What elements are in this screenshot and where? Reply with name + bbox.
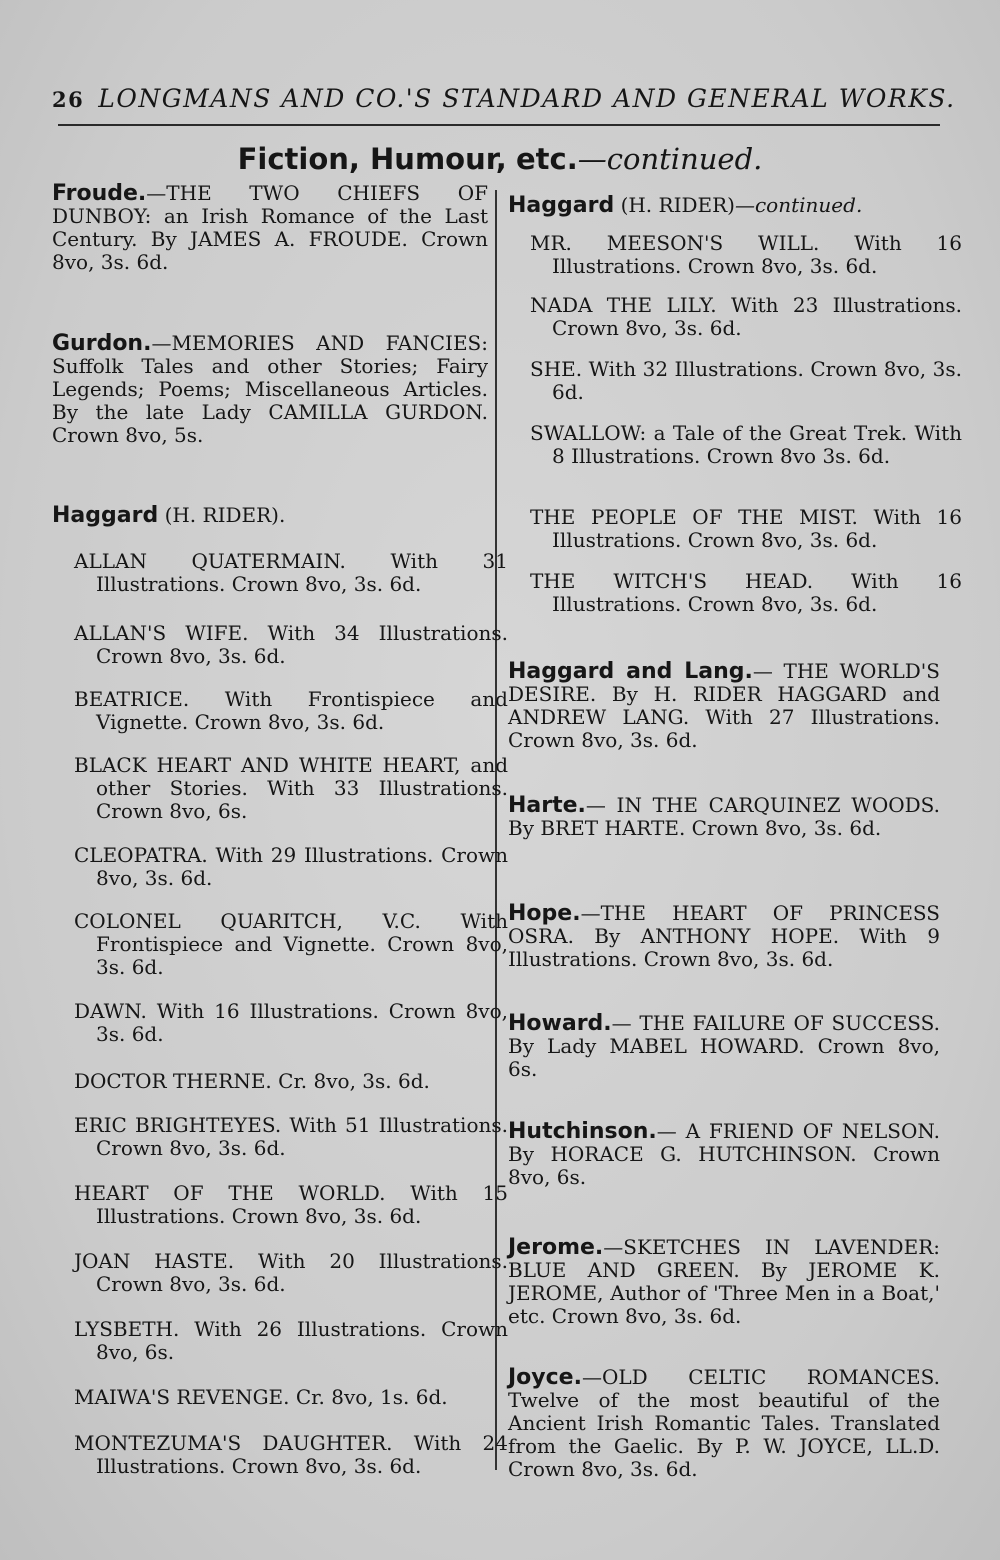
- entry-author-detail: (H. RIDER).: [164, 503, 286, 527]
- entry-text: —SKETCHES IN LAVENDER: BLUE AND GREEN. By JEROME K. JEROME, Author of 'Three Men in a Boat,' etc. Crown 8vo, 3s. 6d.: [508, 1235, 940, 1328]
- entry-author: Hutchinson.: [508, 1119, 657, 1144]
- list-item: CLEOPATRA. With 29 Illustrations. Crown 8vo, 3s. 6d.: [74, 843, 508, 890]
- entry-author: Haggard: [508, 193, 615, 218]
- list-item: BLACK HEART AND WHITE HEART, and other Stories. With 33 Illustrations. Crown 8vo, 6s.: [74, 753, 508, 823]
- entry-author: Howard.: [508, 1011, 612, 1036]
- list-item: HEART OF THE WORLD. With 15 Illustrations. Crown 8vo, 3s. 6d.: [74, 1181, 508, 1228]
- entry-author: Hope.: [508, 901, 581, 926]
- list-item: LYSBETH. With 26 Illustrations. Crown 8vo, 6s.: [74, 1317, 508, 1364]
- entry-text: —OLD CELTIC ROMANCES. Twelve of the most beautiful of the Ancient Irish Romantic Tales. Translated from the Gaelic. By P. W. JOYCE, LL.D. Crown 8vo, 3s. 6d.: [508, 1365, 940, 1481]
- list-item: THE WITCH'S HEAD. With 16 Illustrations. Crown 8vo, 3s. 6d.: [530, 569, 962, 616]
- section-title-suffix: etc.: [516, 142, 578, 176]
- entry-text: —MEMORIES AND FANCIES: Suffolk Tales and other Stories; Fairy Legends; Poems; Miscellaneous Articles. By the late Lady CAMILLA GURDON. Crown 8vo, 5s.: [52, 331, 488, 447]
- header-rule: [58, 124, 940, 126]
- entry-froude: [52, 182, 488, 274]
- entry-text: —THE HEART OF PRINCESS OSRA. By ANTHONY HOPE. With 9 Illustrations. Crown 8vo, 3s. 6d.: [508, 901, 940, 971]
- entry-author: Joyce.: [508, 1365, 582, 1390]
- entry-jerome: [508, 1236, 940, 1328]
- entry-author: Harte.: [508, 793, 586, 818]
- list-item: SWALLOW: a Tale of the Great Trek. With 8 Illustrations. Crown 8vo 3s. 6d.: [530, 421, 962, 468]
- entry-author: Gurdon.: [52, 331, 152, 356]
- running-header: [52, 84, 956, 113]
- running-title: LONGMANS AND CO.'S STANDARD AND GENERAL WORKS.: [98, 84, 956, 113]
- list-item: DOCTOR THERNE. Cr. 8vo, 3s. 6d.: [74, 1069, 430, 1093]
- list-item: COLONEL QUARITCH, V.C. With Frontispiece and Vignette. Crown 8vo, 3s. 6d.: [74, 909, 508, 979]
- entry-haggard-heading: [52, 504, 488, 527]
- list-item: ALLAN QUATERMAIN. With 31 Illustrations. Crown 8vo, 3s. 6d.: [74, 549, 508, 596]
- entry-hope: [508, 902, 940, 971]
- entry-joyce: [508, 1366, 940, 1481]
- entry-haggard-continued: [508, 194, 940, 217]
- entry-howard: [508, 1012, 940, 1081]
- list-item: MAIWA'S REVENGE. Cr. 8vo, 1s. 6d.: [74, 1385, 448, 1409]
- entry-harte: [508, 794, 940, 840]
- entry-text: — A FRIEND OF NELSON. By HORACE G. HUTCHINSON. Crown 8vo, 6s.: [508, 1119, 940, 1189]
- entry-author: Haggard: [52, 503, 159, 528]
- list-item: BEATRICE. With Frontispiece and Vignette. Crown 8vo, 3s. 6d.: [74, 687, 508, 734]
- entry-gurdon: [52, 332, 488, 447]
- entry-author: Haggard and Lang.: [508, 659, 753, 684]
- list-item: SHE. With 32 Illustrations. Crown 8vo, 3s. 6d.: [530, 357, 962, 404]
- entry-hutchinson: [508, 1120, 940, 1189]
- list-item: THE PEOPLE OF THE MIST. With 16 Illustrations. Crown 8vo, 3s. 6d.: [530, 505, 962, 552]
- entry-text: — THE WORLD'S DESIRE. By H. RIDER HAGGARD and ANDREW LANG. With 27 Illustrations. Crown 8vo, 3s. 6d.: [508, 659, 940, 752]
- entry-text: — IN THE CARQUINEZ WOODS. By BRET HARTE. Crown 8vo, 3s. 6d.: [508, 793, 940, 840]
- section-title: [0, 142, 1000, 176]
- section-title-main: Fiction, Humour,: [237, 142, 507, 176]
- entry-text: —THE TWO CHIEFS OF DUNBOY: an Irish Romance of the Last Century. By JAMES A. FROUDE. Crown 8vo, 3s. 6d.: [52, 181, 488, 274]
- list-item: DAWN. With 16 Illustrations. Crown 8vo, 3s. 6d.: [74, 999, 508, 1046]
- list-item: MR. MEESON'S WILL. With 16 Illustrations. Crown 8vo, 3s. 6d.: [530, 231, 962, 278]
- list-item: ALLAN'S WIFE. With 34 Illustrations. Crown 8vo, 3s. 6d.: [74, 621, 508, 668]
- list-item: ERIC BRIGHTEYES. With 51 Illustrations. Crown 8vo, 3s. 6d.: [74, 1113, 508, 1160]
- list-item: NADA THE LILY. With 23 Illustrations. Crown 8vo, 3s. 6d.: [530, 293, 962, 340]
- list-item: MONTEZUMA'S DAUGHTER. With 24 Illustrations. Crown 8vo, 3s. 6d.: [74, 1431, 508, 1478]
- entry-text: — THE FAILURE OF SUCCESS. By Lady MABEL HOWARD. Crown 8vo, 6s.: [508, 1011, 940, 1081]
- entry-haggard-lang: [508, 660, 940, 752]
- list-item: JOAN HASTE. With 20 Illustrations. Crown 8vo, 3s. 6d.: [74, 1249, 508, 1296]
- section-title-continued: —continued.: [577, 142, 763, 176]
- entry-author: Jerome.: [508, 1235, 604, 1260]
- entry-author-detail: (H. RIDER): [620, 193, 735, 217]
- continued-label: —continued.: [734, 193, 863, 217]
- entry-author: Froude.: [52, 181, 147, 206]
- page-number: 26: [52, 87, 85, 112]
